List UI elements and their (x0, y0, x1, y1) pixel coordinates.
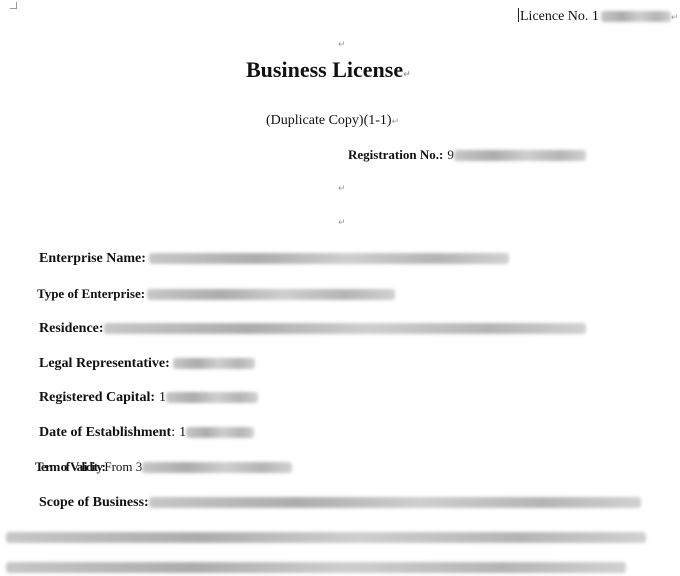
licence-label: Licence No. 1 (520, 9, 599, 24)
redacted-term-of-validity (142, 462, 292, 473)
redacted-registered-capital (166, 392, 258, 403)
scope-of-business-label: Scope of Business: (39, 495, 149, 510)
enterprise-name-label: Enterprise Name: (39, 251, 146, 266)
legal-representative-line (39, 354, 255, 372)
document-subtitle (266, 113, 399, 129)
registered-capital-line (39, 388, 258, 406)
redacted-registration-number (454, 150, 586, 161)
paragraph-mark: ↵ (338, 218, 346, 228)
redacted-residence (104, 323, 586, 334)
paragraph-mark: ↵ (670, 13, 679, 23)
date-of-establishment-line (39, 423, 254, 441)
date-of-establishment-label: Date of Establishment (39, 425, 172, 440)
licence-number-line (518, 8, 678, 25)
redacted-licence-number (601, 11, 671, 22)
paragraph-mark: ↵ (338, 184, 346, 194)
registration-label: Registration No.: (348, 147, 444, 162)
redacted-enterprise-name (149, 253, 509, 264)
redacted-scope-continuation (6, 532, 646, 543)
scope-of-business-line (39, 493, 641, 511)
paragraph-mark: ↵ (391, 117, 400, 127)
type-of-enterprise-label: Type of Enterprise: (37, 286, 146, 301)
document-title-text: Business License (246, 57, 404, 82)
term-of-validity-label: Term of Validity: (35, 459, 105, 474)
paragraph-mark: ↵ (338, 40, 346, 50)
registered-capital-label: Registered Capital: (39, 390, 155, 405)
term-of-validity-line (35, 458, 292, 476)
residence-line (39, 319, 586, 337)
registration-number-line (348, 146, 586, 164)
subtitle-text: (Duplicate Copy)(1-1) (266, 113, 392, 128)
scope-of-business-continuation-2 (6, 558, 626, 576)
paragraph-mark: ↵ (403, 70, 411, 80)
type-of-enterprise-line (37, 285, 395, 303)
scope-of-business-continuation-1 (6, 528, 646, 546)
registration-value: 9 (447, 147, 454, 162)
legal-representative-label: Legal Representative: (39, 356, 170, 371)
redacted-scope-of-business (149, 497, 641, 508)
redacted-legal-representative (173, 358, 255, 369)
term-of-validity-value: From 3 (104, 459, 143, 474)
registered-capital-value: 1 (159, 390, 166, 405)
date-of-establishment-value: 1 (179, 425, 187, 440)
margin-corner-marker (10, 2, 17, 9)
residence-label: Residence: (39, 321, 104, 336)
enterprise-name-line (39, 249, 509, 267)
document-title (246, 57, 411, 83)
redacted-type-of-enterprise (147, 289, 395, 300)
text-cursor (518, 8, 519, 22)
redacted-date-of-establishment (186, 427, 254, 438)
date-of-establishment-colon: : (171, 425, 176, 440)
redacted-scope-continuation (6, 562, 626, 573)
